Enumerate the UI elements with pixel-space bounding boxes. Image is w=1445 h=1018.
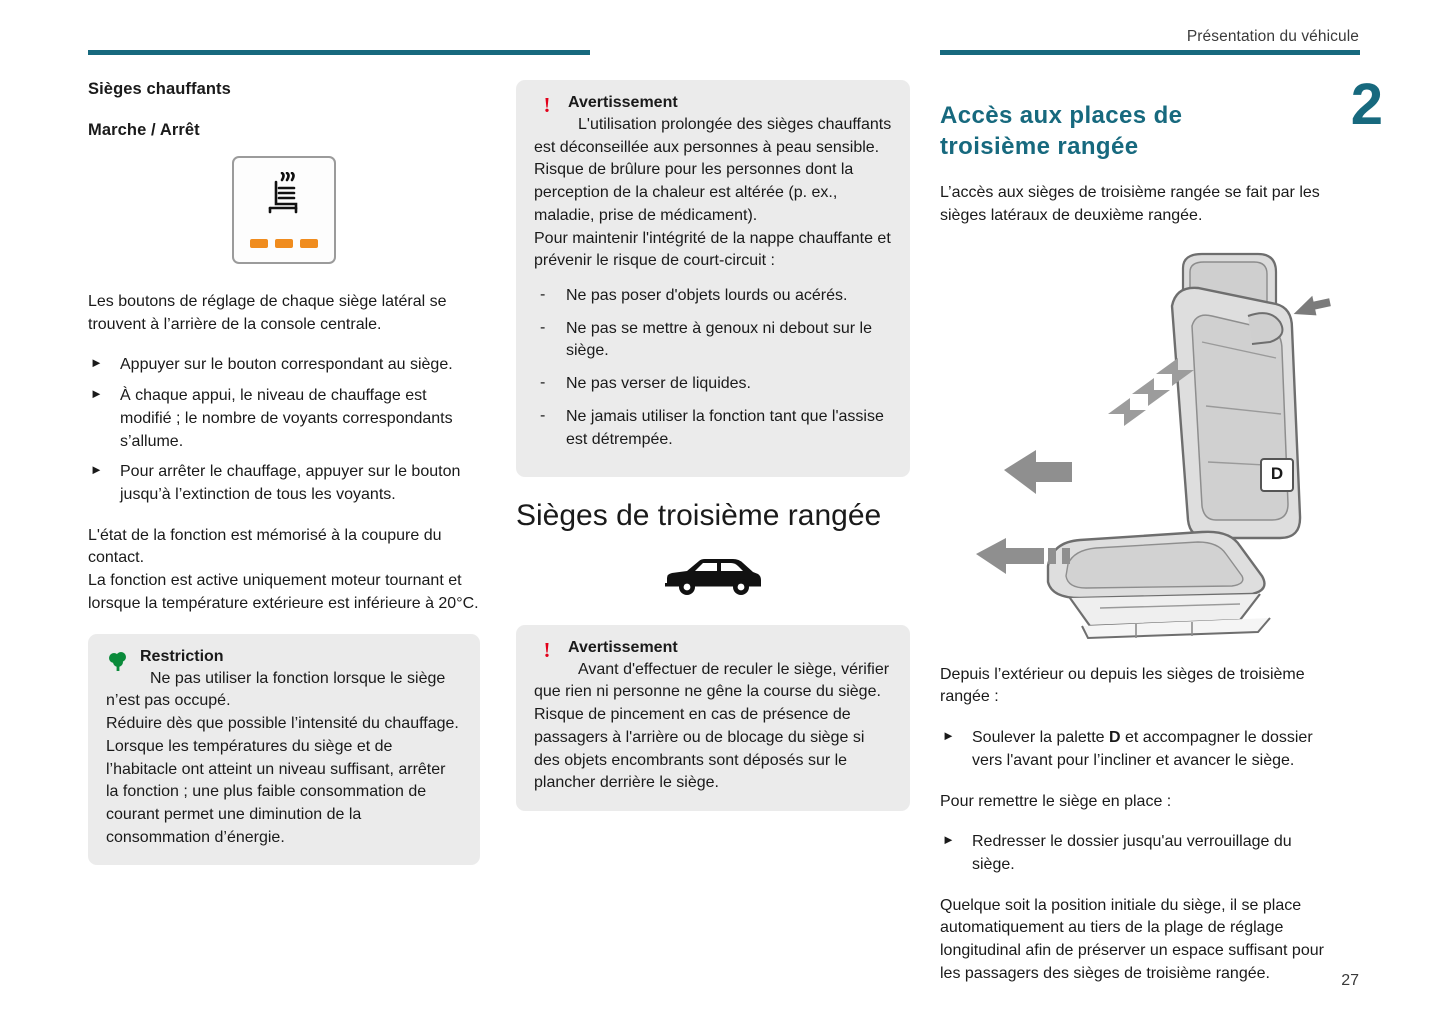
tree-icon (106, 649, 132, 673)
warning-title-top: Avertissement (568, 94, 678, 111)
header-title: Présentation du véhicule (1186, 28, 1359, 45)
dash-icon: - (540, 374, 546, 392)
access-from-outside-text: Depuis l’extérieur ou depuis les sièges de troisième rangée : (940, 665, 1305, 706)
dash-icon: - (540, 286, 546, 304)
list-item: - Ne jamais utiliser la fonction tant que l'assise est détrempée. (540, 406, 884, 448)
dash-icon: - (540, 406, 546, 424)
led-3 (300, 239, 318, 248)
dash-icon: - (540, 318, 546, 336)
seat-illustration-figure (940, 246, 1332, 646)
heating-level-indicator (234, 239, 334, 248)
heated-seat-switch-figure (88, 156, 480, 269)
warning-callout-top (516, 80, 910, 477)
third-row-seats-section-title: Sièges de troisième rangée (516, 499, 882, 533)
memorised-state-text: L'état de la fonction est mémorisé à la coupure du contact. (88, 526, 442, 567)
page-title (940, 100, 1332, 162)
chapter-number: 2 (1350, 72, 1383, 137)
heated-seats-steps (88, 354, 480, 506)
car-side-icon (661, 585, 765, 602)
arrow-icon: ► (90, 355, 103, 371)
column-left (88, 80, 480, 885)
page-header (0, 28, 1445, 58)
closing-text: Quelque soit la position initiale du siège, il se place automatiquement au tiers de la plage de réglage longitudinal afin de préserver un espace suffisant pour les passagers des sièges de troisième rangée. (940, 896, 1324, 982)
put-back-steps (940, 831, 1332, 876)
list-item: - Ne pas poser d'objets lourds ou acérés. (534, 285, 892, 308)
warning-line-3: Pour maintenir l'intégrité de la nappe chauffante et prévenir le risque de court-circuit : (534, 229, 891, 270)
on-off-subheading: Marche / Arrêt (88, 121, 200, 139)
led-2 (275, 239, 293, 248)
list-item: ► À chaque appui, le niveau de chauffage est modifié ; le nombre de voyants correspondants s’allume. (90, 386, 453, 450)
second-row-seat-tilt-illustration (940, 246, 1332, 646)
restriction-callout (88, 634, 480, 866)
warning-icon: ! (543, 637, 551, 662)
list-item: - Ne pas verser de liquides. (534, 373, 892, 396)
column-right (940, 80, 1332, 1004)
led-1 (250, 239, 268, 248)
arrow-icon: ► (942, 832, 955, 848)
arrow-icon: ► (90, 462, 103, 478)
heated-seat-switch (232, 156, 336, 264)
list-item: - Ne pas se mettre à genoux ni debout sur le siège. (540, 318, 872, 360)
restriction-line-2: Réduire dès que possible l’intensité du chauffage. (106, 715, 459, 733)
heated-seats-intro: Les boutons de réglage de chaque siège latéral se trouvent à l’arrière de la console centrale. (88, 293, 447, 333)
warning-line-1: L'utilisation prolongée des sièges chauffants est déconseillée aux personnes à peau sensible. (534, 116, 892, 156)
restriction-line-1: Ne pas utiliser la fonction lorsque le siège n’est pas occupé. (106, 669, 446, 710)
lift-lever-steps (940, 727, 1332, 772)
warning-line-2: Risque de brûlure pour les personnes dont la perception de la chaleur est altérée (p. ex., maladie, prise de médicament). (534, 161, 854, 224)
car-icon-figure (516, 554, 910, 603)
restriction-line-3: Lorsque les températures du siège et de l’habitacle ont atteint un niveau suffisant, arrêter la fonction ; une plus faible consommation de courant permet une diminution de la consommation d’énergie. (106, 737, 446, 846)
header-rule-right (940, 50, 1360, 55)
heated-seats-heading: Sièges chauffants (88, 80, 231, 98)
engine-running-text: La fonction est active uniquement moteur tournant et lorsque la température extérieure est inférieure à 20°C. (88, 572, 479, 612)
warning-dash-list (534, 285, 892, 451)
page-title-line-1: Accès aux places de (940, 101, 1183, 129)
warning-body-bottom (534, 659, 892, 795)
lever-label-d: D (1260, 458, 1294, 492)
heated-seat-icon (256, 172, 312, 225)
list-item: ► Redresser le dossier jusqu'au verrouillage du siège. (942, 832, 1292, 874)
put-back-text: Pour remettre le siège en place : (940, 792, 1172, 810)
list-item: ► Pour arrêter le chauffage, appuyer sur le bouton jusqu’à l’extinction de tous les voyants. (90, 462, 461, 504)
header-rule-left (88, 50, 590, 55)
list-item: ► Appuyer sur le bouton correspondant au siège. (90, 355, 453, 374)
page-number: 27 (1341, 972, 1359, 989)
arrow-icon: ► (942, 728, 955, 744)
warning-body-top (534, 114, 892, 451)
page-title-line-2: troisième rangée (940, 133, 1139, 161)
column-middle (516, 80, 910, 831)
restriction-body (106, 668, 462, 850)
warning-callout-bottom (516, 625, 910, 811)
warning-icon: ! (543, 93, 551, 117)
warning-title-bottom: Avertissement (568, 638, 678, 656)
arrow-icon: ► (90, 386, 103, 402)
list-item: ► Soulever la palette D et accompagner le dossier vers l'avant pour l’incliner et avancer le siège. (942, 728, 1313, 769)
restriction-title: Restriction (140, 647, 224, 665)
warning-bottom-line-1: Avant d'effectuer de reculer le siège, vérifier que rien ni personne ne gêne la course du siège. Risque de pincement en cas de présence de passagers à l'arrière ou de blocage du siège si des objets encombrants sont déposés sur le plancher derrière le siège. (534, 660, 890, 792)
third-row-access-intro: L’accès aux sièges de troisième rangée se fait par les sièges latéraux de deuxième rangée. (940, 184, 1320, 224)
